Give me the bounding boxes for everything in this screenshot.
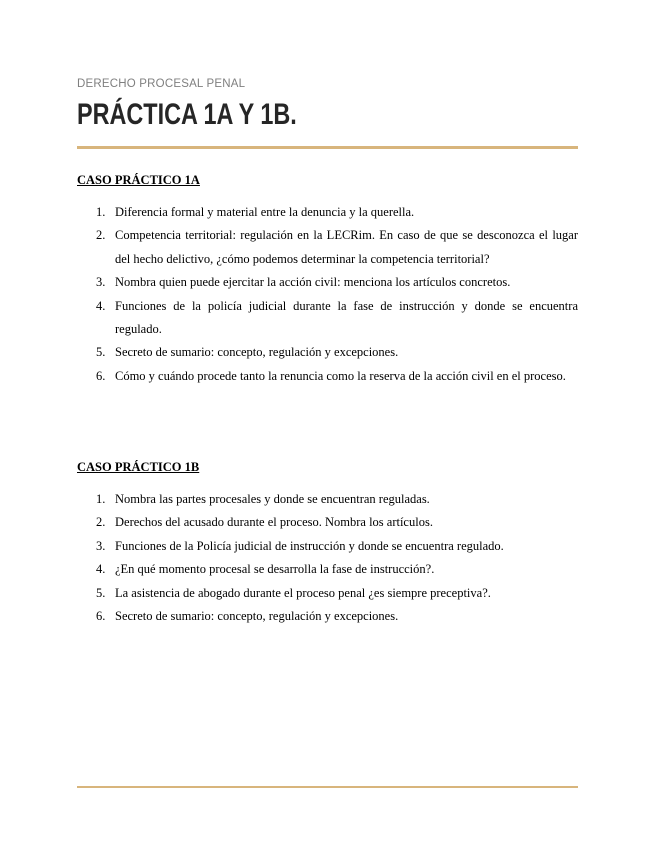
list-item	[77, 271, 578, 294]
item-text: Nombra quien puede ejercitar la acción civil: menciona los artículos concretos.	[115, 275, 511, 290]
document-subtitle: DERECHO PROCESAL PENAL	[77, 78, 246, 90]
item-text: Nombra las partes procesales y donde se encuentran reguladas.	[115, 492, 430, 506]
item-text: ¿En qué momento procesal se desarrolla la fase de instrucción?.	[115, 562, 435, 577]
item-number: 5.	[96, 345, 106, 360]
item-text: Funciones de la policía judicial durante la fase de instrucción y donde se encuentra regulado.	[115, 298, 578, 337]
item-number: 4.	[96, 298, 106, 313]
bottom-divider	[77, 786, 578, 788]
document-title: PRÁCTICA 1A Y 1B.	[77, 98, 297, 131]
item-number: 1.	[96, 205, 106, 219]
list-item	[77, 582, 578, 605]
caso-practico-1a-heading: CASO PRÁCTICO 1A	[77, 173, 200, 187]
item-number: 5.	[96, 585, 106, 600]
item-text: Diferencia formal y material entre la denuncia y la querella.	[115, 205, 415, 219]
list-item	[77, 535, 578, 558]
top-divider	[77, 146, 578, 149]
item-number: 2.	[96, 228, 106, 243]
item-number: 2.	[96, 515, 106, 530]
item-text: Secreto de sumario: concepto, regulación y excepciones.	[115, 345, 399, 360]
item-number: 3.	[96, 538, 106, 553]
list-item	[77, 488, 578, 511]
caso-practico-1b-section	[77, 458, 578, 628]
caso-practico-1a-list	[77, 201, 578, 388]
list-item	[77, 365, 578, 388]
item-text: Derechos del acusado durante el proceso. Nombra los artículos.	[115, 515, 433, 530]
item-text: Funciones de la Policía judicial de instrucción y donde se encuentra regulado.	[115, 538, 504, 553]
item-text: Secreto de sumario: concepto, regulación y excepciones.	[115, 609, 399, 624]
list-item	[77, 341, 578, 364]
list-item	[77, 511, 578, 534]
list-item	[77, 201, 578, 224]
list-item	[77, 605, 578, 628]
item-text: La asistencia de abogado durante el proceso penal ¿es siempre preceptiva?.	[115, 585, 491, 600]
item-number: 1.	[96, 492, 106, 506]
caso-practico-1b-list	[77, 488, 578, 628]
item-number: 3.	[96, 275, 106, 290]
caso-practico-1a-section	[77, 171, 578, 388]
item-number: 4.	[96, 562, 106, 577]
list-item	[77, 224, 578, 271]
caso-practico-1b-heading: CASO PRÁCTICO 1B	[77, 460, 200, 474]
item-number: 6.	[96, 368, 106, 383]
item-text: Cómo y cuándo procede tanto la renuncia como la reserva de la acción civil en el proceso.	[115, 368, 566, 383]
item-text: Competencia territorial: regulación en la LECRim. En caso de que se desconozca el lugar del hecho delictivo, ¿cómo podemos determinar la competencia territorial?	[115, 228, 578, 266]
list-item	[77, 295, 578, 342]
item-number: 6.	[96, 609, 106, 624]
list-item	[77, 558, 578, 581]
